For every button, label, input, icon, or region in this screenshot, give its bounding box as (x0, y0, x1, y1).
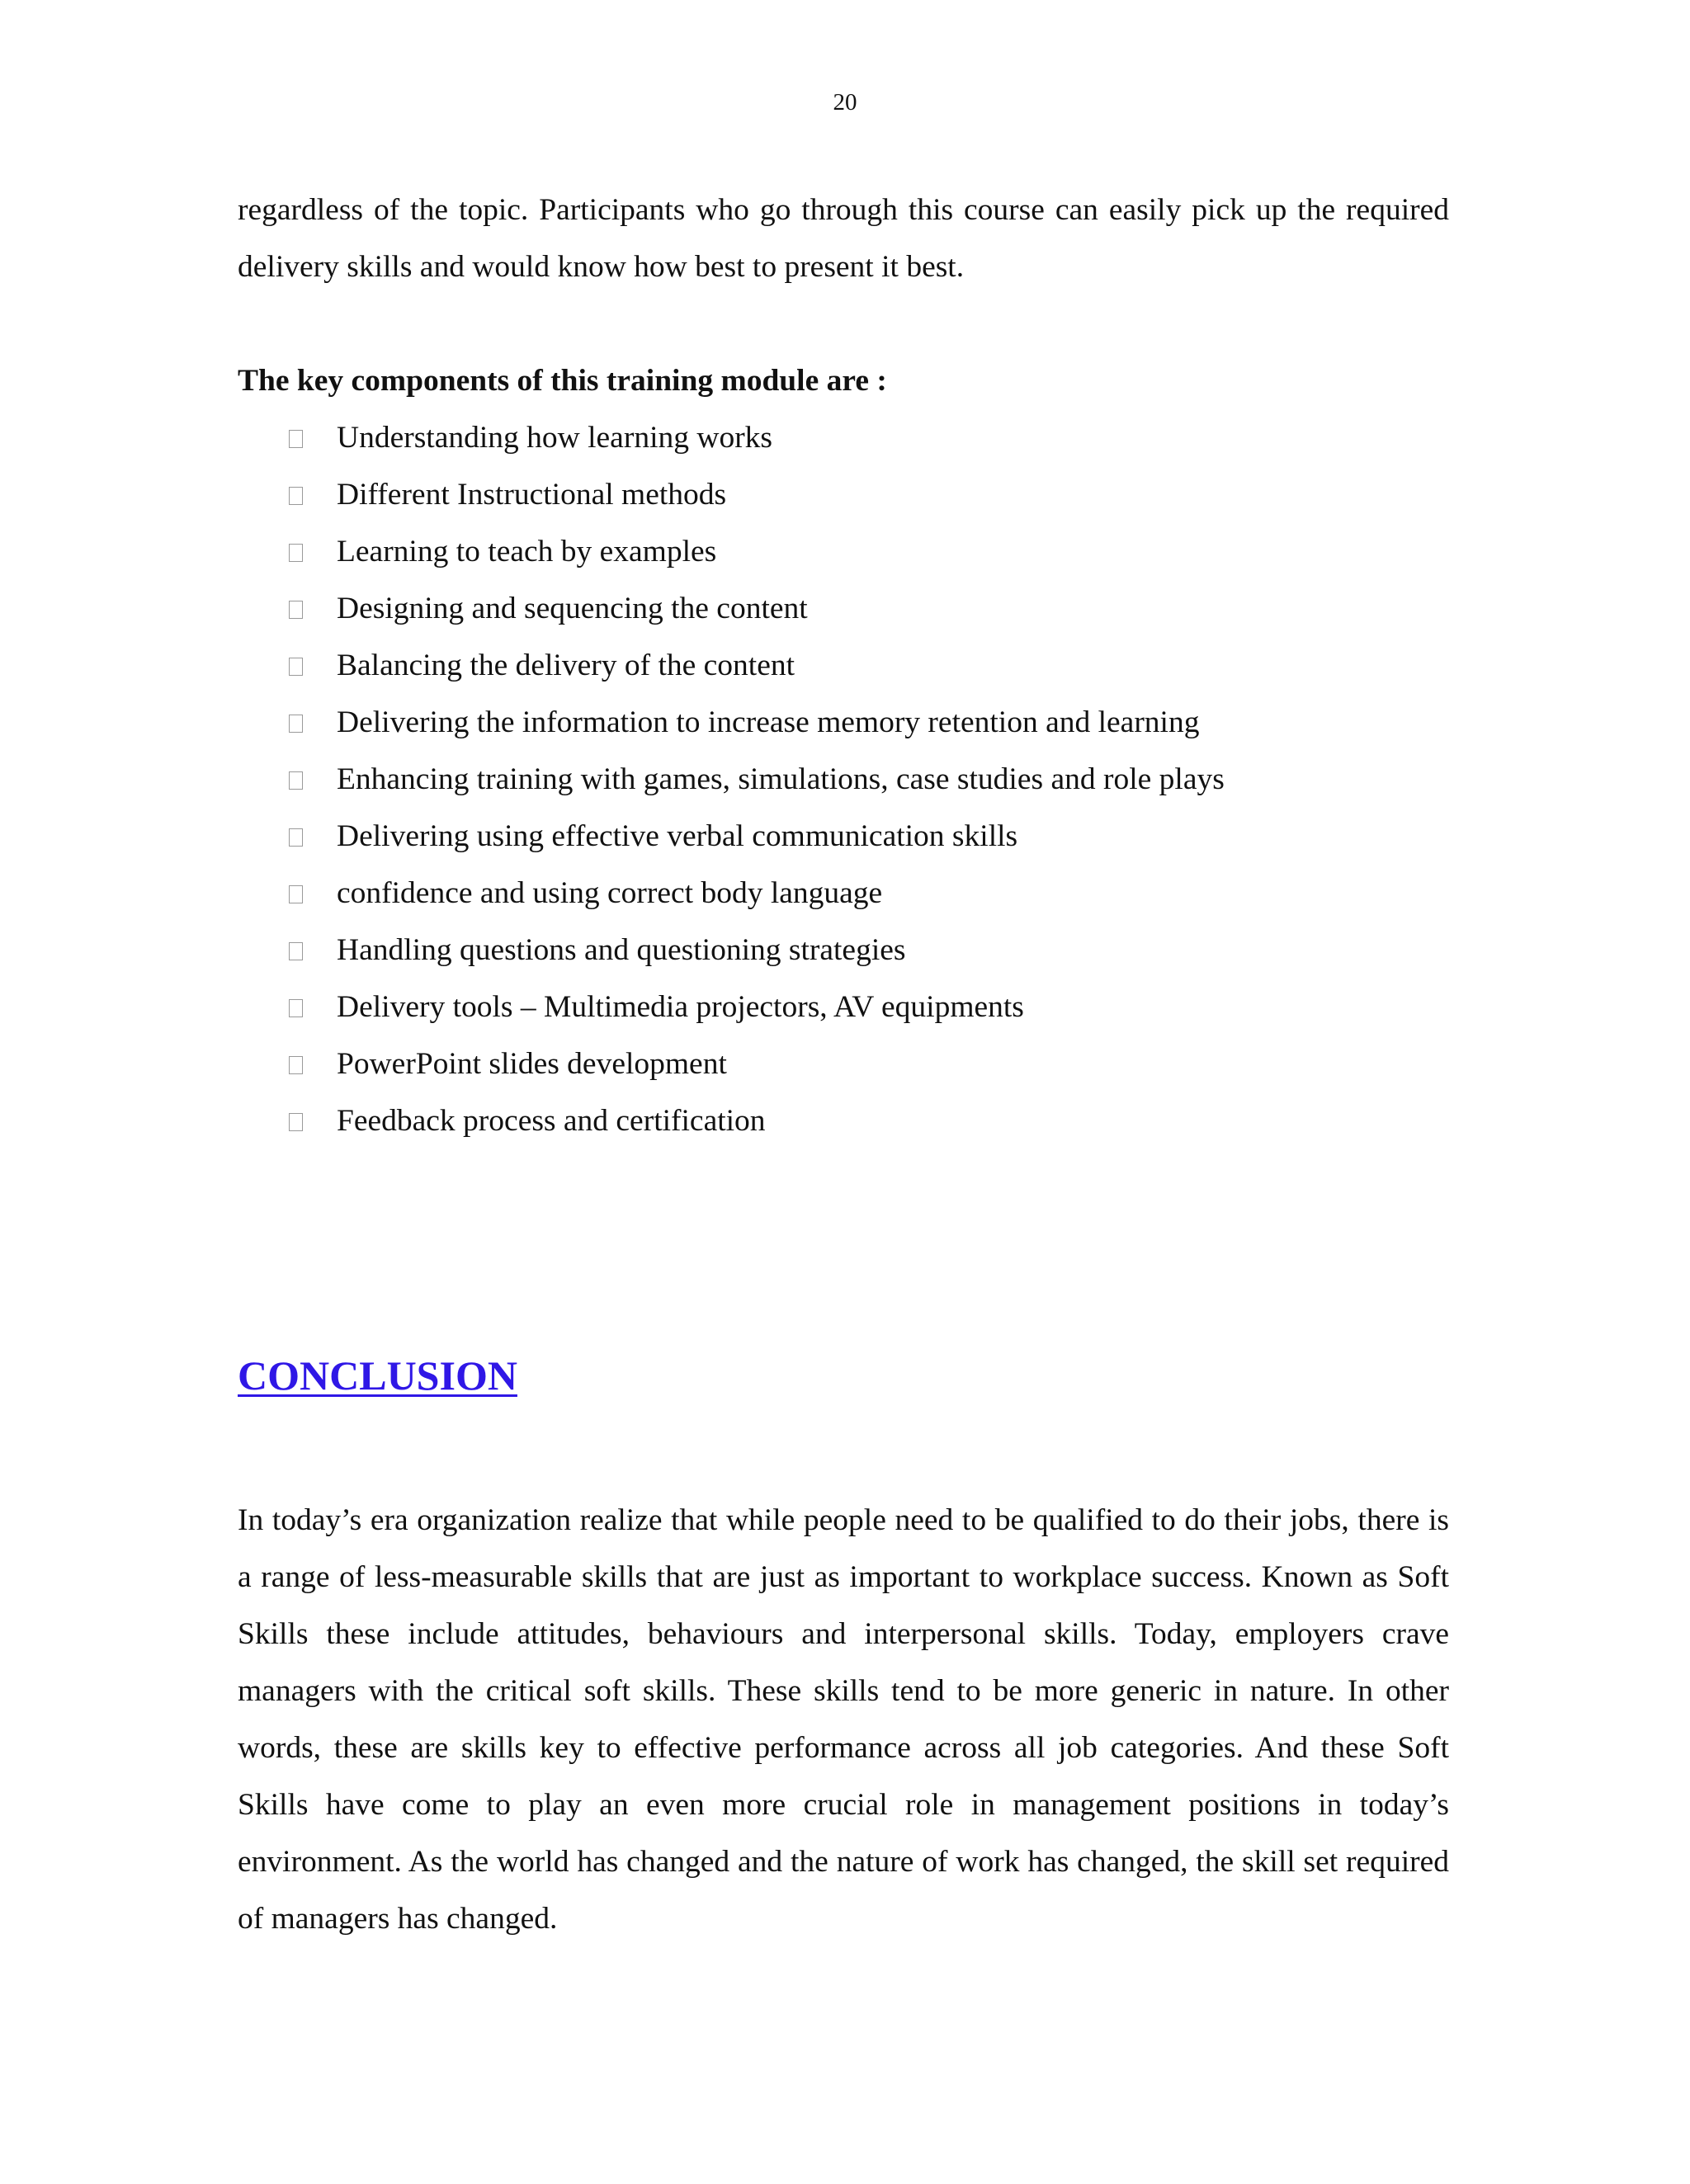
list-item (289, 922, 1449, 979)
components-heading: The key components of this training module are : (238, 364, 887, 398)
checkbox-square-icon (289, 487, 303, 505)
list-item-label: Delivering the information to increase memory retention and learning (337, 705, 1200, 739)
checkbox-square-icon (289, 885, 303, 903)
list-item (289, 808, 1449, 865)
list-item (289, 580, 1449, 637)
checkbox-square-icon (289, 771, 303, 790)
list-item-label: Designing and sequencing the content (337, 592, 808, 625)
checkbox-square-icon (289, 430, 303, 448)
checkbox-square-icon (289, 658, 303, 676)
list-item (289, 751, 1449, 808)
list-item (289, 409, 1449, 466)
list-item-label: Delivering using effective verbal communication skills (337, 819, 1018, 853)
components-list (238, 409, 1449, 1149)
list-item-label: Balancing the delivery of the content (337, 649, 795, 682)
checkbox-square-icon (289, 715, 303, 733)
conclusion-section (238, 1492, 1449, 1947)
list-item-label: Learning to teach by examples (337, 535, 717, 568)
list-item (289, 637, 1449, 694)
list-item-label: PowerPoint slides development (337, 1047, 727, 1081)
list-item-label: Understanding how learning works (337, 421, 773, 455)
conclusion-paragraph: In today’s era organization realize that while people need to be qualified to do their jobs, there is a range of less-measurable skills that are just as important to workplace success. Known as Soft Skills these include attitudes, behaviours and interpersonal skills. Today, employers crave managers with the critical soft skills. These skills tend to be more generic in nature. In other words, these are skills key to effective performance across all job categories. And these Soft Skills have come to play an even more crucial role in management positions in today’s environment. As the world has changed and the nature of work has changed, the skill set required of managers has changed. (238, 1503, 1449, 1936)
checkbox-square-icon (289, 601, 303, 619)
checkbox-square-icon (289, 828, 303, 847)
intro-paragraph: regardless of the topic. Participants who go through this course can easily pick up the required delivery skills and would know how best to present it best. (238, 193, 1449, 284)
list-item-label: Delivery tools – Multimedia projectors, AV equipments (337, 990, 1024, 1024)
list-item (289, 694, 1449, 751)
checkbox-square-icon (289, 1056, 303, 1074)
page-number: 20 (833, 89, 857, 116)
list-item (289, 523, 1449, 580)
list-item (289, 466, 1449, 523)
checkbox-square-icon (289, 942, 303, 960)
list-item (289, 1035, 1449, 1092)
list-item-label: Enhancing training with games, simulations, case studies and role plays (337, 762, 1225, 796)
list-item-label: Feedback process and certification (337, 1104, 766, 1138)
checkbox-square-icon (289, 999, 303, 1017)
list-item-label: Different Instructional methods (337, 478, 727, 512)
checkbox-square-icon (289, 1113, 303, 1131)
list-item-label: Handling questions and questioning strategies (337, 933, 906, 967)
checkbox-square-icon (289, 544, 303, 562)
list-item (289, 865, 1449, 922)
training-components-section (238, 182, 1449, 1149)
list-item-label: confidence and using correct body language (337, 876, 883, 910)
list-item (289, 979, 1449, 1035)
conclusion-heading: CONCLUSION (238, 1352, 517, 1399)
list-item (289, 1092, 1449, 1149)
